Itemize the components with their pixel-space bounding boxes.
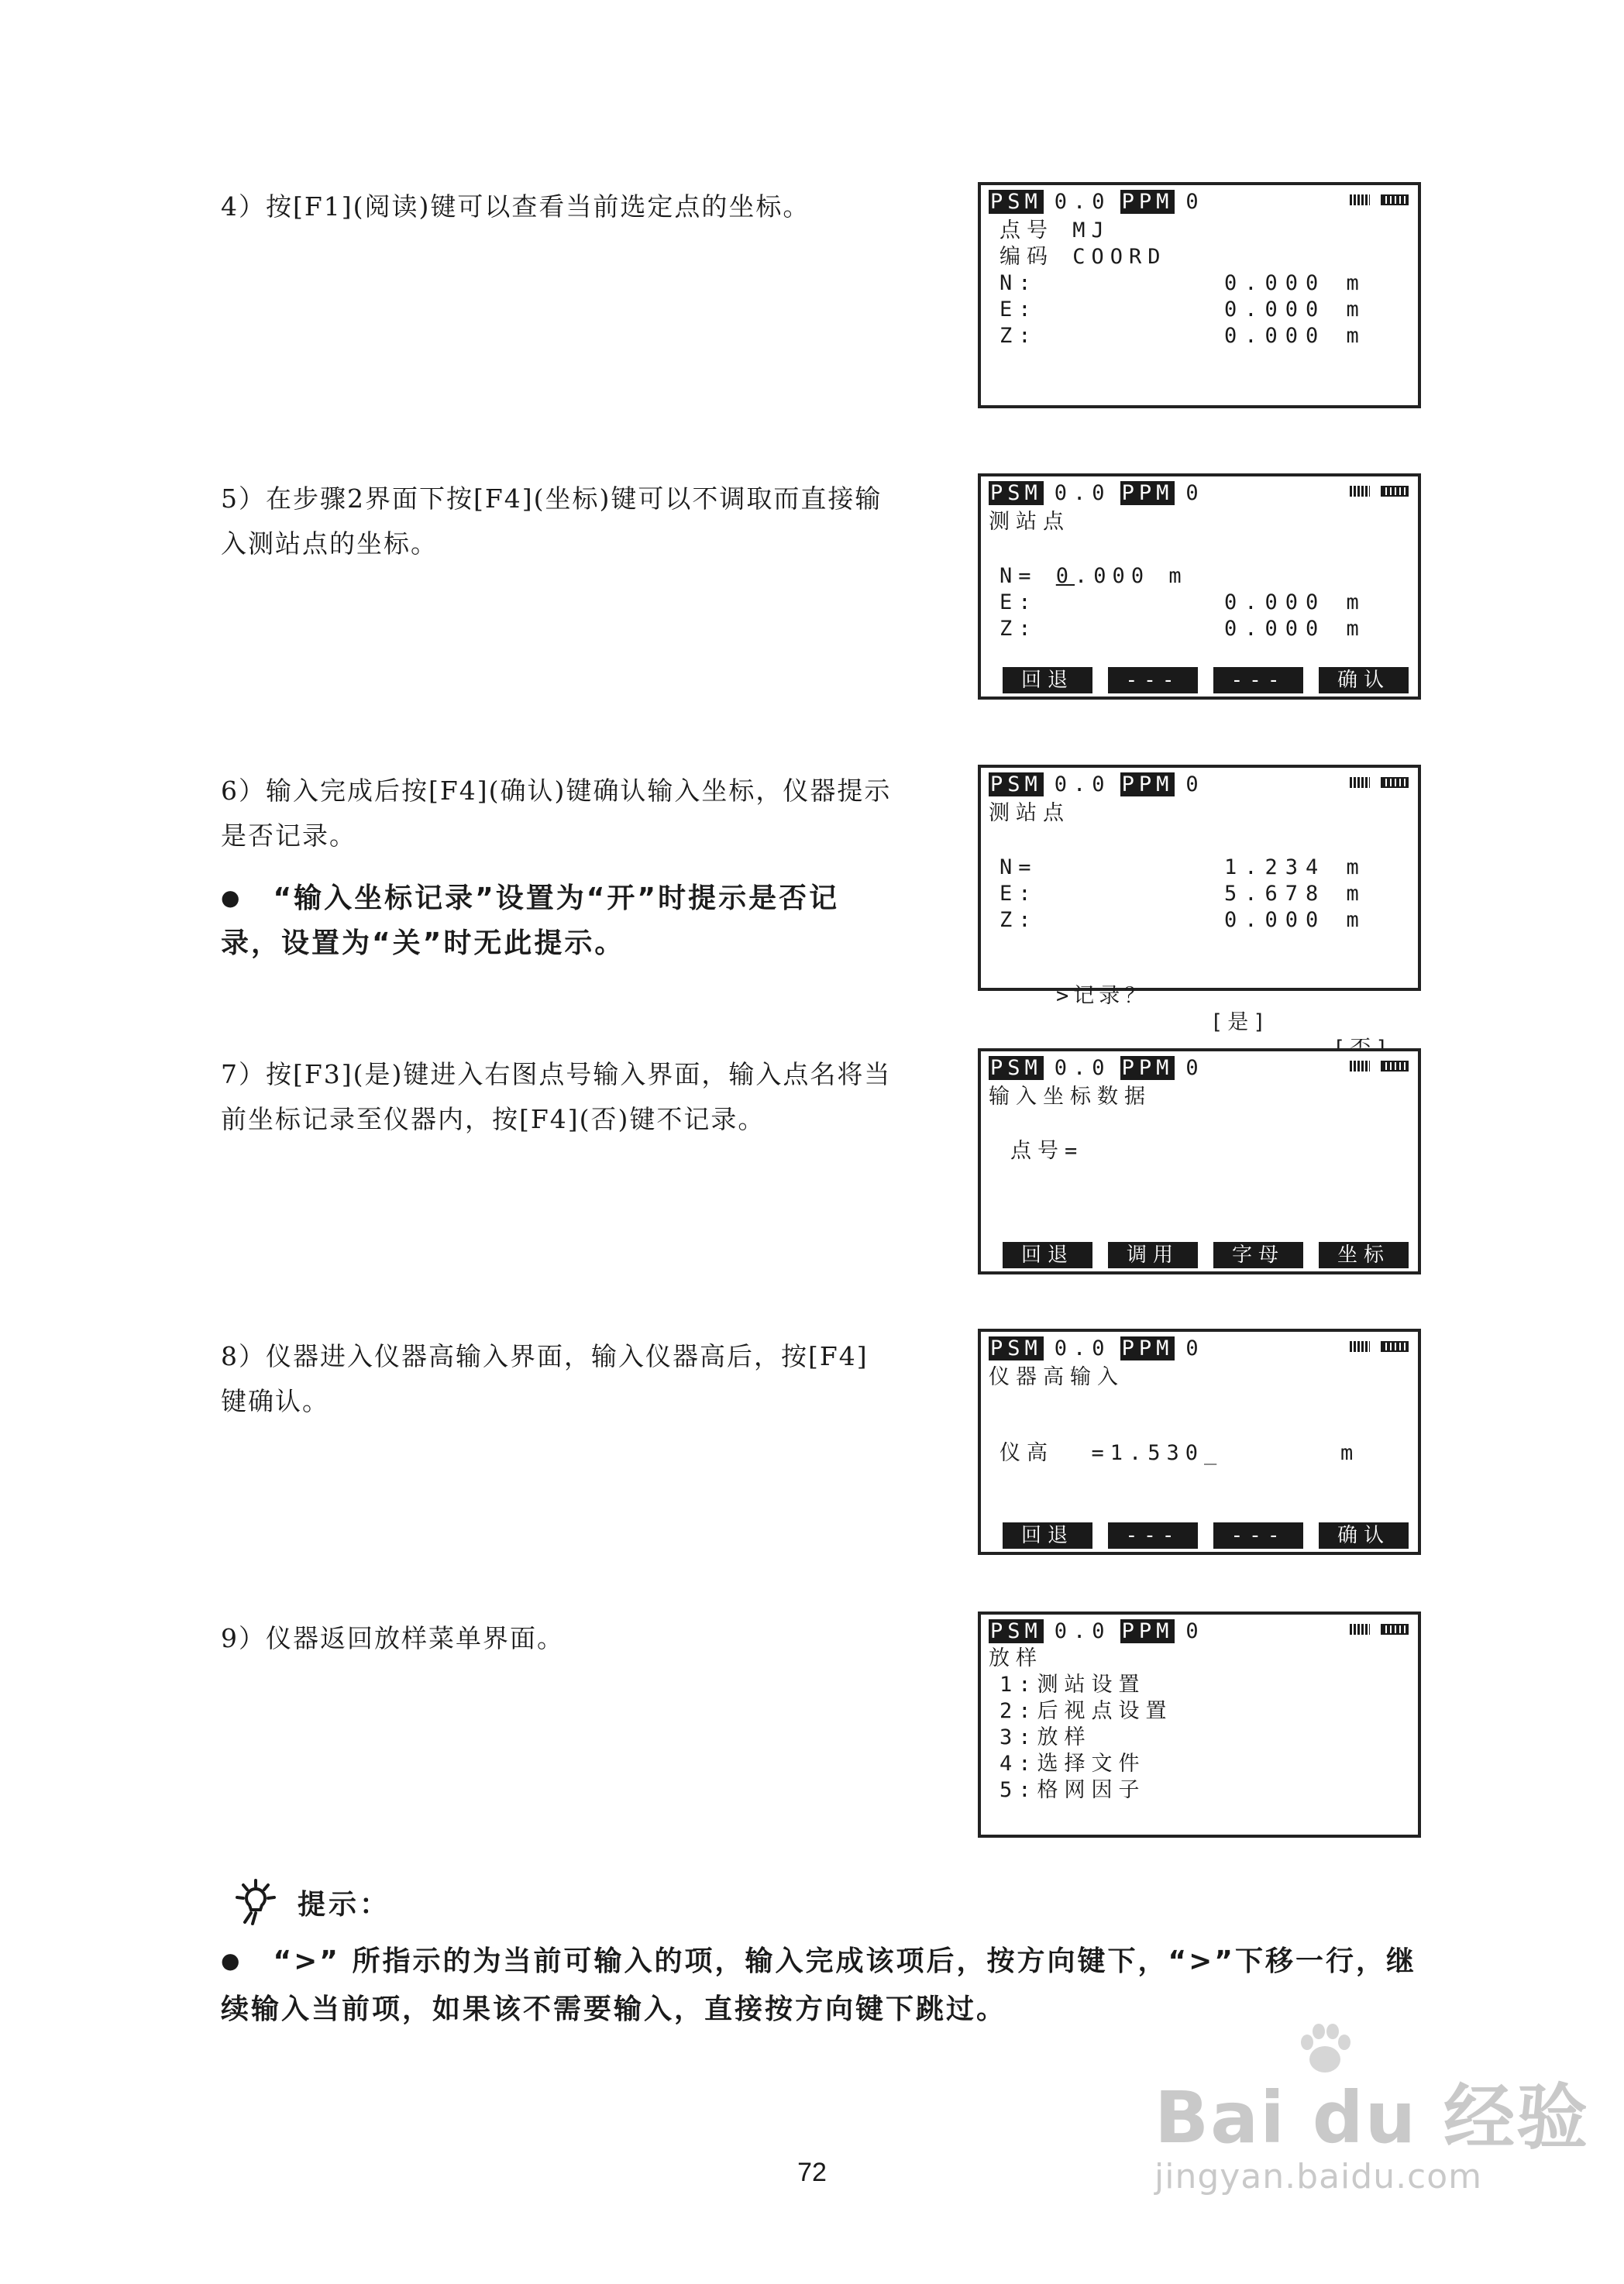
tip-header [232,1875,391,1929]
battery-icon [1350,1341,1409,1352]
coord-row-n: N= 1.234 m [1000,855,1367,879]
point-name-row: 点号 MJ [1000,218,1110,243]
step-9-text: 9）仪器返回放样菜单界面。 [221,1623,564,1653]
coord-row-z: Z: 0.000 m [1000,324,1367,348]
softkey-alpha[interactable]: 字母 [1213,1242,1303,1268]
step-6-note-text: “输入坐标记录”设置为“开”时提示是否记录，设置为“关”时无此提示。 [221,882,840,959]
bullet-icon: ● [221,1948,243,1973]
softkey-confirm[interactable]: 确认 [1319,1522,1409,1549]
menu-item-station-setup[interactable]: 1:测站设置 [1000,1673,1146,1697]
screen-stakeout-menu [978,1612,1421,1838]
battery-icon [1350,1624,1409,1635]
code-row: 编码 COORD [1000,245,1167,269]
menu-item-grid-factor[interactable]: 5:格网因子 [1000,1778,1146,1802]
screen-instrument-height [978,1329,1421,1555]
status-bar: PSM 0.0 PPM 0 [990,1055,1205,1080]
softkey-f2[interactable]: --- [1108,667,1198,693]
lightbulb-icon [232,1877,282,1927]
baidu-paw-icon [1290,2014,1360,2084]
point-name-input[interactable]: 点号= [1010,1139,1084,1163]
baidu-url: jingyan.baidu.com [1154,2157,1483,2196]
step-4-text: 4）按[F1](阅读)键可以查看当前选定点的坐标。 [221,191,810,222]
coord-input-n[interactable]: N= 0.000 m [1000,564,1188,588]
status-bar: PSM 0.0 PPM 0 [990,1618,1205,1643]
softkey-f3[interactable]: --- [1213,667,1303,693]
step-6-text: 6）输入完成后按[F4](确认)键确认输入坐标，仪器提示是否记录。 [221,776,892,851]
battery-icon [1350,194,1409,205]
status-bar: PSM 0.0 PPM 0 [990,772,1205,796]
yes-option[interactable]: [是] [1210,1010,1271,1034]
screen-read-coord [978,182,1421,408]
coord-row-e: E: 0.000 m [1000,298,1367,322]
softkey-f2[interactable]: --- [1108,1522,1198,1549]
coord-row-z: Z: 0.000 m [1000,908,1367,932]
softkey-bar [1003,667,1409,693]
softkey-bar [1003,1522,1409,1549]
record-prompt: >记录？ [是] [987,957,1409,983]
battery-icon [1350,1061,1409,1071]
step-6-note [221,875,895,966]
coord-row-e: E: 5.678 m [1000,882,1367,906]
battery-icon [1350,486,1409,497]
coord-row-z: Z: 0.000 m [1000,617,1367,641]
softkey-f3[interactable]: --- [1213,1522,1303,1549]
status-bar: PSM 0.0 PPM 0 [990,480,1205,505]
baidu-watermark [1154,2061,1589,2196]
screen-title: 测站点 [989,801,1070,825]
step-8-text: 8）仪器进入仪器高输入界面，输入仪器高后，按[F4]键确认。 [221,1341,869,1416]
bullet-icon: ● [221,885,243,910]
page-number: 72 [797,2158,827,2187]
step-7-text: 7）按[F3](是)键进入右图点号输入界面，输入点名将当前坐标记录至仪器内，按[F4](否)键不记录。 [221,1059,892,1134]
softkey-back[interactable]: 回退 [1003,667,1092,693]
screen-record-prompt [978,765,1421,1034]
softkey-bar [1003,1242,1409,1268]
softkey-recall[interactable]: 调用 [1108,1242,1198,1268]
softkey-confirm[interactable]: 确认 [1319,667,1409,693]
screen-station-input [978,473,1421,700]
baidu-logo-text: Bai du 经验 [1154,2076,1590,2159]
screen-title: 放样 [989,1646,1043,1670]
menu-item-backsight-setup[interactable]: 2:后视点设置 [1000,1699,1173,1723]
tip-label: 提示： [298,1888,391,1921]
menu-item-stakeout[interactable]: 3:放样 [1000,1725,1092,1749]
softkey-back[interactable]: 回退 [1003,1242,1092,1268]
softkey-back[interactable]: 回退 [1003,1522,1092,1549]
screen-title: 输入坐标数据 [989,1085,1151,1109]
status-bar: PSM 0.0 PPM 0 [990,189,1205,214]
screen-point-input [978,1048,1421,1274]
tip-text: ● “>” 所指示的为当前可输入的项，输入完成该项后，按方向键下，“>”下移一行，继续输入当前项，如果该不需要输入，直接按方向键下跳过。 [221,1945,1416,2025]
coord-row-n: N: 0.000 m [1000,271,1367,295]
screen-title: 测站点 [989,510,1070,534]
menu-item-select-file[interactable]: 4:选择文件 [1000,1752,1146,1776]
coord-row-e: E: 0.000 m [1000,590,1367,614]
screen-title: 仪器高输入 [989,1365,1124,1389]
battery-icon [1350,777,1409,788]
height-input[interactable]: 仪高 =1.530_ m [1000,1441,1360,1465]
status-bar: PSM 0.0 PPM 0 [990,1336,1205,1360]
softkey-coord[interactable]: 坐标 [1319,1242,1409,1268]
step-5-text: 5）在步骤2界面下按[F4](坐标)键可以不调取而直接输入测站点的坐标。 [221,483,883,559]
